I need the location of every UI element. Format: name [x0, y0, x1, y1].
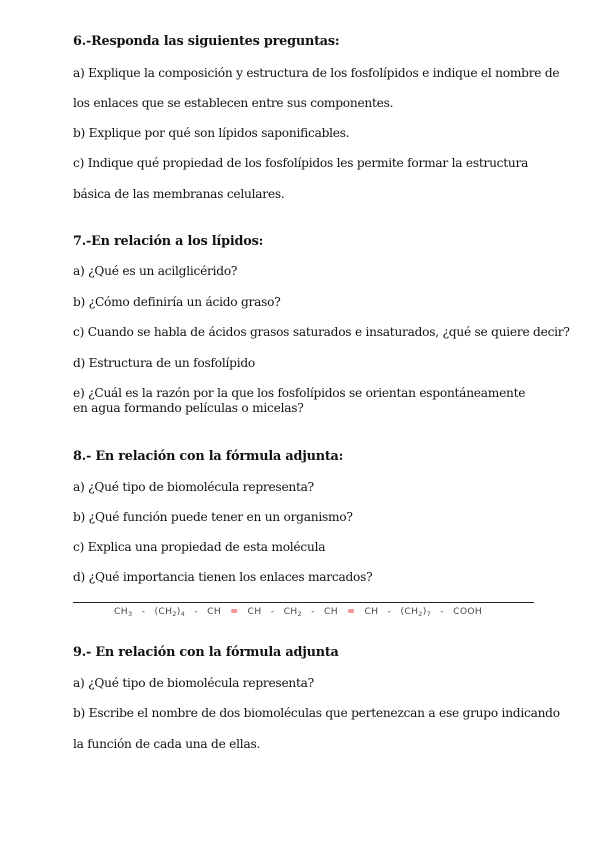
formula-single-bond: -	[270, 606, 275, 617]
q9-item-b-line1: b) Escribe el nombre de dos biomoléculas que pertenezcan a ese grupo indicando	[73, 706, 560, 720]
q6-item-b: b) Explique por qué son lípidos saponificables.	[73, 126, 350, 140]
q6-item-c-line1: c) Indique qué propiedad de los fosfolípidos les permite formar la estructura	[73, 156, 529, 170]
q8-item-b: b) ¿Qué función puede tener en un organismo?	[73, 510, 353, 524]
q7-item-b: b) ¿Cómo definiría un ácido graso?	[73, 295, 281, 309]
q7-item-d: d) Estructura de un fosfolípido	[73, 356, 255, 370]
formula-single-bond: -	[440, 606, 444, 617]
fatty-acid-formula	[114, 606, 488, 618]
q8-item-c: c) Explica una propiedad de esta molécula	[73, 540, 326, 554]
q7-item-e: e) ¿Cuál es la razón por la que los fosfolípidos se orientan espontáneamente en agua formando películas o micelas?	[73, 386, 526, 415]
q7-item-c: c) Cuando se habla de ácidos grasos saturados e insaturados, ¿qué se quiere decir?	[73, 325, 570, 339]
formula-single-bond: -	[387, 606, 392, 617]
question-8-heading: 8.- En relación con la fórmula adjunta:	[73, 449, 344, 464]
formula-divider	[73, 602, 534, 603]
formula-single-bond: -	[194, 606, 198, 617]
question-9-heading: 9.- En relación con la fórmula adjunta	[73, 645, 339, 660]
formula-single-bond: -	[311, 606, 315, 617]
formula-ch: CH	[364, 606, 379, 617]
question-6-heading: 6.-Responda las siguientes preguntas:	[73, 34, 340, 49]
formula-ch: CH	[247, 606, 262, 617]
formula-ch2-group: $(CH_2)_4$	[154, 606, 186, 618]
q9-item-a: a) ¿Qué tipo de biomolécula representa?	[73, 676, 314, 690]
question-7-heading: 7.-En relación a los lípidos:	[73, 234, 264, 249]
q6-item-a-line2: los enlaces que se establecen entre sus componentes.	[73, 96, 394, 110]
q6-item-a-line1: a) Explique la composición y estructura de los fosfolípidos e indique el nombre de	[73, 66, 560, 80]
q8-item-a: a) ¿Qué tipo de biomolécula representa?	[73, 480, 314, 494]
formula-ch2-tail: $(CH_2)_7$	[400, 606, 432, 618]
formula-ch: CH	[324, 606, 338, 617]
q7-item-a: a) ¿Qué es un acilglicérido?	[73, 264, 238, 278]
formula-double-bond: =	[230, 606, 239, 617]
q9-item-b-line2: la función de cada una de ellas.	[73, 737, 261, 751]
formula-single-bond: -	[141, 606, 146, 617]
formula-ch: CH	[207, 606, 222, 617]
formula-double-bond: =	[347, 606, 356, 617]
q6-item-c-line2: básica de las membranas celulares.	[73, 187, 285, 201]
q8-item-d: d) ¿Qué importancia tienen los enlaces marcados?	[73, 570, 373, 584]
formula-carboxyl: COOH	[453, 606, 483, 617]
formula-ch2: $CH_2$	[283, 606, 302, 618]
formula-ch3: $CH_3$	[114, 606, 133, 618]
